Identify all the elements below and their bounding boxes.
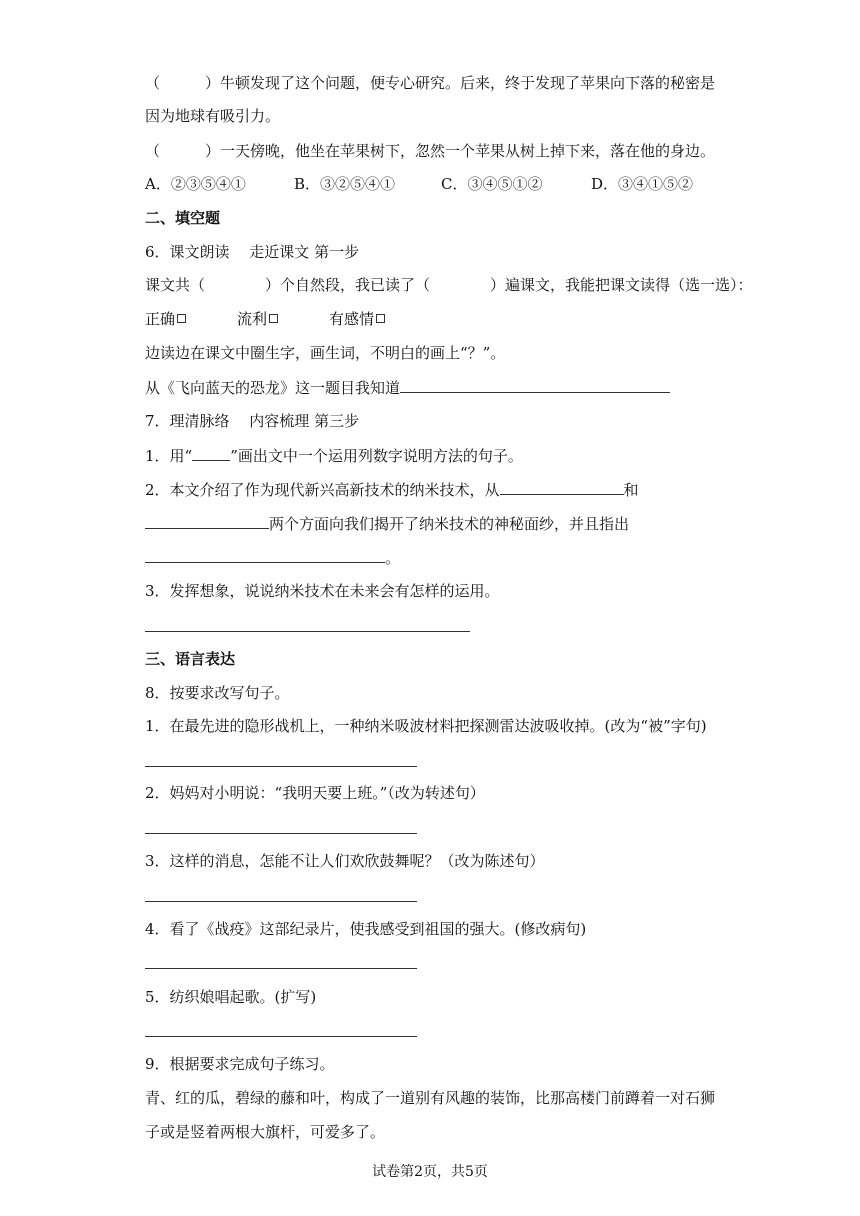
title-answer-blank[interactable] [400,376,670,393]
q6-instruction: 边读边在课文中圈生字，画生词，不明白的画上“？”。 [145,344,506,362]
option-d[interactable]: D．③④①⑤② [591,175,694,193]
answer-line[interactable] [145,833,417,834]
q6-paragraph-count [145,274,753,296]
q6-text-2: ）个自然段，我已读了（ [265,276,431,294]
q6-choices [145,308,385,330]
choice-fluent-label: 流利 [237,310,268,328]
choice-correct[interactable] [145,308,237,330]
choice-fluent[interactable] [237,308,329,330]
answer-line[interactable] [145,901,417,902]
q8-item-1: 1．在最先进的隐形战机上，一种纳米吸波材料把探测雷达波吸收掉。(改为“被”字句) [145,717,707,735]
section-2-title: 二、填空题 [145,209,221,227]
q6-text-3: ）遍课文，我能把课文读得（选一选）： [490,276,753,294]
q7-1-text-b: ”画出文中一个运用列数字说明方法的句子。 [230,447,523,465]
choice-correct-label: 正确 [145,310,176,328]
q6-title-question-text: 从《飞向蓝天的恐龙》这一题目我知道 [145,379,401,397]
answer-line[interactable] [145,968,417,969]
q7-2-text-b: 和 [623,481,639,499]
choice-emotion-label: 有感情 [329,310,375,328]
q7-2-text-c: 两个方面向我们揭开了纳米技术的神秘面纱，并且指出 [269,515,630,533]
q7-2-text-a: 2．本文介绍了作为现代新兴高新技术的纳米技术，从 [145,481,500,499]
q7-2-text-d: 。 [385,549,401,567]
aspect-1-blank[interactable] [500,478,624,495]
underline-sample [192,444,230,461]
q8-item-3: 3．这样的消息，怎能不让人们欢欣鼓舞呢？（改为陈述句） [145,852,545,870]
choice-emotion[interactable] [329,308,385,330]
q8-item-5: 5．纺织娘唱起歌。(扩写) [145,988,317,1006]
answer-line[interactable] [145,631,470,632]
q8-title: 8．按要求改写句子。 [145,684,290,702]
q9-title: 9．根据要求完成句子练习。 [145,1055,335,1073]
q5-sentence-5: （ ）一天傍晚，他坐在苹果树下，忽然一个苹果从树上掉下来，落在他的身边。 [145,142,716,160]
q7-item-2-cont [145,512,629,535]
q9-passage-line-2: 子或是竖着两根大旗杆，可爱多了。 [145,1123,386,1141]
q5-sentence-4-cont: 因为地球有吸引力。 [145,107,281,125]
checkbox-icon[interactable] [177,314,186,323]
option-a[interactable]: A．②③⑤④① [145,175,246,193]
q5-options [145,173,693,195]
q6-text-1: 课文共（ [145,276,206,294]
q7-item-1 [145,444,523,467]
q7-item-3: 3．发挥想象，说说纳米技术在未来会有怎样的运用。 [145,582,500,600]
option-c[interactable]: C．③④⑤①② [441,175,543,193]
checkbox-icon[interactable] [269,314,278,323]
q7-item-2 [145,478,639,501]
q5-sentence-4: （ ）牛顿发现了这个问题，便专心研究。后来，终于发现了苹果向下落的秘密是 [145,74,716,92]
q8-item-2: 2．妈妈对小明说：“我明天要上班。”（改为转述句） [145,784,485,802]
q9-passage-line-1: 青、红的瓜，碧绿的藤和叶，构成了一道别有风趣的装饰，比那高楼门前蹲着一对石狮 [145,1089,716,1107]
q6-title: 6．课文朗读 走近课文 第一步 [145,243,360,261]
answer-line[interactable] [145,766,417,767]
page-footer: 试卷第2页，共5页 [372,1164,488,1180]
q7-title: 7．理清脉络 内容梳理 第三步 [145,412,360,430]
checkbox-icon[interactable] [376,314,385,323]
q8-item-4: 4．看了《战疫》这部纪录片，使我感受到祖国的强大。(修改病句) [145,920,587,938]
q7-1-text-a: 1．用“ [145,447,193,465]
answer-line[interactable] [145,1036,417,1037]
q6-title-question [145,376,670,399]
section-3-title: 三、语言表达 [145,650,236,668]
option-b[interactable]: B．③②⑤④① [294,175,396,193]
q7-item-2-end [145,546,400,569]
conclusion-blank[interactable] [145,546,385,563]
aspect-2-blank[interactable] [145,512,269,529]
